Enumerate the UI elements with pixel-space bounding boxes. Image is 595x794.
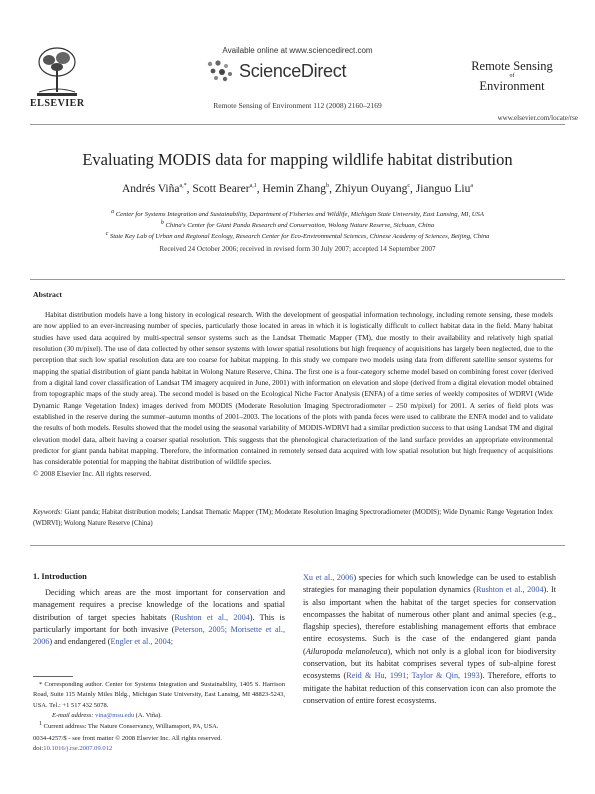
article-title: Evaluating MODIS data for mapping wildlife habitat distribution: [82, 150, 513, 169]
footnotes: [33, 680, 285, 732]
ref-xu-2006[interactable]: Xu et al., 2006: [303, 573, 354, 582]
author-4: Zhiyun Ouyang$^c$: [334, 183, 410, 195]
affiliation-b: $^b$ China's Center for Giant Panda Research and Conservation, Wolong Nature Reserve, Sichuan, China: [160, 219, 435, 229]
affiliation-c: $^c$ State Key Lab of Urban and Regional Ecology, Research Center for Eco-Environmental Sciences, Chinese Academy of Sciences, Beijing, China: [105, 230, 490, 240]
author-list: Andrés Viña$^{a,*}$, Scott Bearer$^{a,1}$, Hemin Zhang$^b$, Zhiyun Ouyang$^c$, Jianguo Liu$^a$: [121, 183, 474, 195]
journal-title-line2: of: [509, 73, 515, 79]
author-2: Scott Bearer$^{a,1}$: [192, 183, 257, 195]
footnote-corresponding: * Corresponding author. Center for Systems Integration and Sustainability, 1405 S. Harrison Road, Suite 115 Mainly Miles Bldg., Michigan State University, East Lansing, MI 48823-5243, USA. Tel.: +1 517 432 5078.: [33, 681, 286, 709]
journal-title-block: [462, 60, 562, 93]
author-1: Andrés Viña$^{a,*}$: [121, 183, 187, 195]
footnote-current-address: $^1$ Current address: The Nature Conservancy, Williamsport, PA, USA.: [39, 720, 219, 730]
elsevier-logo: [33, 42, 81, 100]
sciencedirect-logo: [205, 59, 365, 85]
copyright-line: © 2008 Elsevier Inc. All rights reserved.: [33, 468, 152, 478]
issn-line: 0034-4257/$ - see front matter © 2008 Elsevier Inc. All rights reserved.: [33, 735, 223, 742]
ref-engler-2004[interactable]: Engler et al., 2004;: [110, 637, 174, 647]
keywords-text: Giant panda; Habitat distribution models; Landsat Thematic Mapper (TM); Moderate Resolution Imaging Spectroradiometer (MODIS); Wide Dynamic Range Vegetation Index (WDRVI); Wolong Nature Reserve (China): [33, 509, 553, 527]
ref-rushton-2004[interactable]: Rushton et al., 2004: [174, 612, 250, 622]
affiliation-list: [30, 209, 565, 242]
author-3: Hemin Zhang$^b$: [262, 183, 330, 195]
footnote-rule: [33, 676, 73, 677]
intro-left-column: [33, 587, 285, 648]
publisher-name: ELSEVIER: [30, 98, 85, 109]
journal-title-line1: Remote Sensing: [471, 59, 553, 73]
abstract-top-rule: [30, 279, 565, 280]
species-name: Ailuropoda melanoleuca: [305, 646, 388, 656]
elsevier-tree-icon: [33, 42, 81, 100]
intro-right-column: [303, 572, 556, 707]
abstract-body: [33, 309, 553, 479]
doi-line: doi:10.1016/j.rse.2007.09.012: [33, 745, 113, 752]
intro-paragraph-1-cont: Xu et al., 2006) species for which such knowledge can be used to establish strategies for managing their population dynamics (Rushton et al., 2004). It is also important when the habitat of the target species for conservation encompasses the habitat of numerous other plant and animal species (e.g., flagship species), therefore establishing management efforts that embrace entire ecosystems. Such is the case of the endangered giant panda (Ailuropoda melanoleuca), which not only is a global icon for biodiversity conservation, but its habitat comprises several types of sub-alpine forest ecosystems (Reid & Hu, 1991; Taylor & Qin, 1993). Therefore, efforts to mitigate the habitat reduction of this conservation icon can also promote the conservation of entire forest ecosystems.: [303, 573, 556, 705]
keywords-label: Keywords:: [33, 509, 63, 516]
author-5: Jianguo Liu$^a$: [415, 183, 474, 195]
journal-reference: Remote Sensing of Environment 112 (2008) 2160–2169: [213, 101, 382, 110]
keywords: [33, 507, 553, 529]
header-divider: [30, 124, 565, 125]
affiliation-a: $^a$ Center for Systems Integration and Sustainability, Department of Fisheries and Wildlife, Michigan State University, East Lansing, MI, USA: [111, 208, 484, 218]
keywords-bottom-rule: [30, 545, 565, 546]
sciencedirect-wordmark: ScienceDirect: [239, 61, 347, 81]
ref-reid-taylor[interactable]: Reid & Hu, 1991; Taylor & Qin, 1993: [346, 671, 480, 681]
journal-title-line3: Environment: [479, 79, 545, 93]
footnote-email: E-mail address: vina@msu.edu (A. Viña).: [52, 712, 162, 720]
received-dates: Received 24 October 2006; received in revised form 30 July 2007; accepted 14 September 2007: [159, 245, 436, 253]
journal-url[interactable]: www.elsevier.com/locate/rse: [497, 114, 578, 122]
email-link[interactable]: vina@msu.edu: [95, 712, 135, 720]
available-online: Available online at www.sciencedirect.com: [222, 46, 373, 55]
abstract-paragraph: Habitat distribution models have a long history in ecological research. With the development of geospatial information technology, including remote sensing, these models are now applied to an ever-increasing number of species, particularly those located in areas in which it is logistically difficult to collect habitat data in the field. Many habitat studies have used data acquired by multi-spectral sensor systems such as the Landsat Thematic Mapper (TM), due mostly to their availability and relatively high spatial resolution (30 m/pixel). The use of data collected by other sensor systems with lower spatial resolutions but high frequency of acquisitions has largely been neglected, due to the perception that such low spatial resolution data are too coarse for habitat mapping. In this study we compare two models using data from different satellite sensor systems for mapping the spatial distribution of giant panda habitat in Wolong Nature Reserve, China. The first one is a four-category scheme model based on combining forest cover (derived from a digital land cover classification of Landsat TM imagery acquired in June, 2001) with information on elevation and slope (derived from a digital elevation model obtained from topographic maps of the study area). The second model is based on the Ecological Niche Factor Analysis (ENFA) of a time series of weekly composites of WDRVI (Wide Dynamic Range Vegetation Index) images derived from MODIS (Moderate Resolution Imaging Spectroradiometer – 250 m/pixel) for 2001. A series of field plots was established in the reserve during the summer–autumn months of 2001–2003. The locations of the plots with panda feces were used to calibrate the ENFA model and to validate the results of both models. Results showed that the model using the seasonal variability of MODIS-WDRVI had a similar prediction success to that using Landsat TM and digital elevation model data, albeit having a coarser spatial resolution. This suggests that the phenological characterization of the land surface provides an appropriate environmental predictor for giant panda habitat mapping. Therefore, the information contained in remotely sensed data acquired with low spatial resolution but high frequency of acquisitions has considerable potential for mapping the habitat distribution of wildlife species.: [33, 310, 553, 467]
intro-paragraph-1: Deciding which areas are the most important for conservation and management requires a precise knowledge of the locations and spatial distribution of target species habitats (Rushton et al., 2004). This is particularly important for both invasive (Peterson, 2005; Morisette et al., 2006) and endangered (Engler et al., 2004;: [33, 588, 285, 647]
ref-rushton-2004-b[interactable]: Rushton et al., 2004: [475, 585, 544, 595]
abstract-heading: Abstract: [33, 290, 63, 299]
ref-peterson-morisette[interactable]: Peterson, 2005; Morisette et al., 2006: [33, 624, 285, 647]
intro-heading: 1. Introduction: [33, 572, 87, 581]
doi-link[interactable]: 10.1016/j.rse.2007.09.012: [43, 745, 113, 752]
sciencedirect-dots-icon: [205, 59, 235, 83]
